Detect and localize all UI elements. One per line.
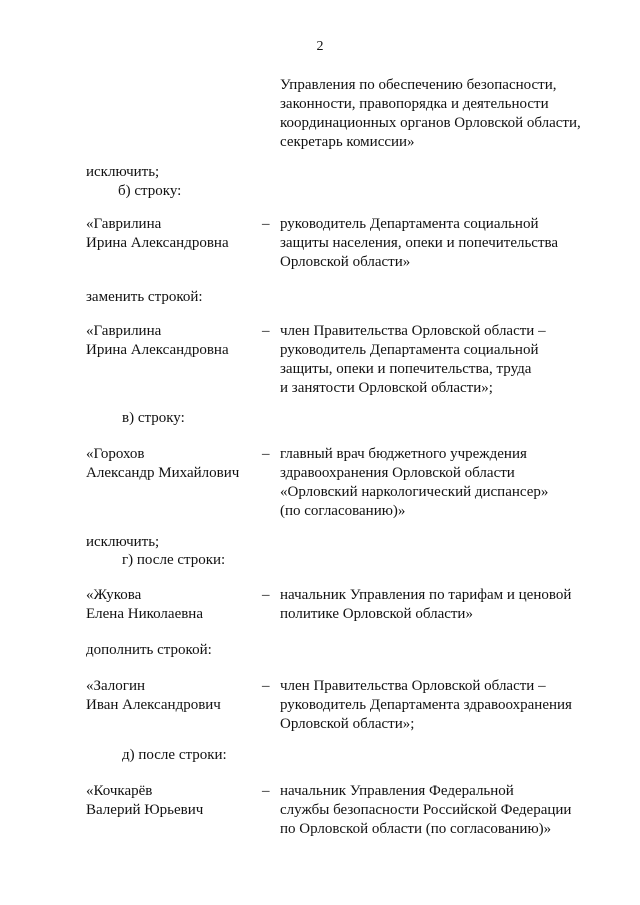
entry-description — [280, 445, 548, 521]
description-line: Орловской области»; — [280, 716, 415, 732]
description-line: член Правительства Орловской области – — [280, 678, 546, 694]
description-line: Орловской области» — [280, 254, 411, 270]
given-names: Ирина Александровна — [86, 342, 229, 358]
surname: «Жукова — [86, 587, 142, 603]
dash-separator: – — [262, 783, 270, 799]
dash-separator: – — [262, 216, 270, 232]
description-line: здравоохранения Орловской области — [280, 465, 515, 481]
entry-name — [86, 677, 221, 715]
instruction-add: дополнить строкой: — [86, 642, 212, 658]
description-line: главный врач бюджетного учреждения — [280, 446, 527, 462]
intro-continuation — [280, 76, 581, 152]
entry-description — [280, 782, 571, 839]
entry-name — [86, 322, 229, 360]
intro-line: координационных органов Орловской области, — [280, 115, 581, 131]
description-line: руководитель Департамента социальной — [280, 216, 539, 232]
intro-line: законности, правопорядка и деятельности — [280, 96, 549, 112]
given-names: Ирина Александровна — [86, 235, 229, 251]
entry-description — [280, 677, 572, 734]
description-line: (по согласованию)» — [280, 503, 406, 519]
description-line: начальник Управления Федеральной — [280, 783, 514, 799]
dash-separator: – — [262, 446, 270, 462]
entry-description — [280, 322, 546, 398]
description-line: службы безопасности Российской Федерации — [280, 802, 572, 818]
surname: «Гаврилина — [86, 323, 162, 339]
description-line: защиты населения, опеки и попечительства — [280, 235, 559, 251]
intro-line: Управления по обеспечению безопасности, — [280, 77, 557, 93]
entry-name — [86, 445, 239, 483]
entry-name — [86, 215, 229, 253]
item-b-heading: б) строку: — [118, 183, 182, 199]
given-names: Иван Александрович — [86, 697, 221, 713]
given-names: Валерий Юрьевич — [86, 802, 204, 818]
description-line: «Орловский наркологический диспансер» — [280, 484, 549, 500]
dash-separator: – — [262, 587, 270, 603]
surname: «Кочкарёв — [86, 783, 153, 799]
description-line: политике Орловской области» — [280, 606, 473, 622]
instruction-exclude: исключить; — [86, 164, 160, 180]
surname: «Горохов — [86, 446, 145, 462]
instruction-exclude: исключить; — [86, 534, 160, 550]
page-number: 2 — [316, 39, 324, 54]
entry-name — [86, 586, 203, 624]
item-g-heading: г) после строки: — [122, 552, 226, 568]
entry-description — [280, 586, 571, 624]
description-line: по Орловской области (по согласованию)» — [280, 821, 552, 837]
description-line: руководитель Департамента социальной — [280, 342, 539, 358]
dash-separator: – — [262, 678, 270, 694]
instruction-replace: заменить строкой: — [86, 289, 203, 305]
description-line: начальник Управления по тарифам и ценовой — [280, 587, 572, 603]
surname: «Гаврилина — [86, 216, 162, 232]
entry-description — [280, 215, 558, 272]
item-d-heading: д) после строки: — [122, 747, 227, 763]
given-names: Елена Николаевна — [86, 606, 203, 622]
description-line: и занятости Орловской области»; — [280, 380, 493, 396]
dash-separator: – — [262, 323, 270, 339]
given-names: Александр Михайлович — [86, 465, 240, 481]
description-line: защиты, опеки и попечительства, труда — [280, 361, 532, 377]
intro-line: секретарь комиссии» — [280, 134, 415, 150]
surname: «Залогин — [86, 678, 145, 694]
item-v-heading: в) строку: — [122, 410, 185, 426]
entry-name — [86, 782, 203, 820]
description-line: член Правительства Орловской области – — [280, 323, 546, 339]
description-line: руководитель Департамента здравоохранения — [280, 697, 572, 713]
